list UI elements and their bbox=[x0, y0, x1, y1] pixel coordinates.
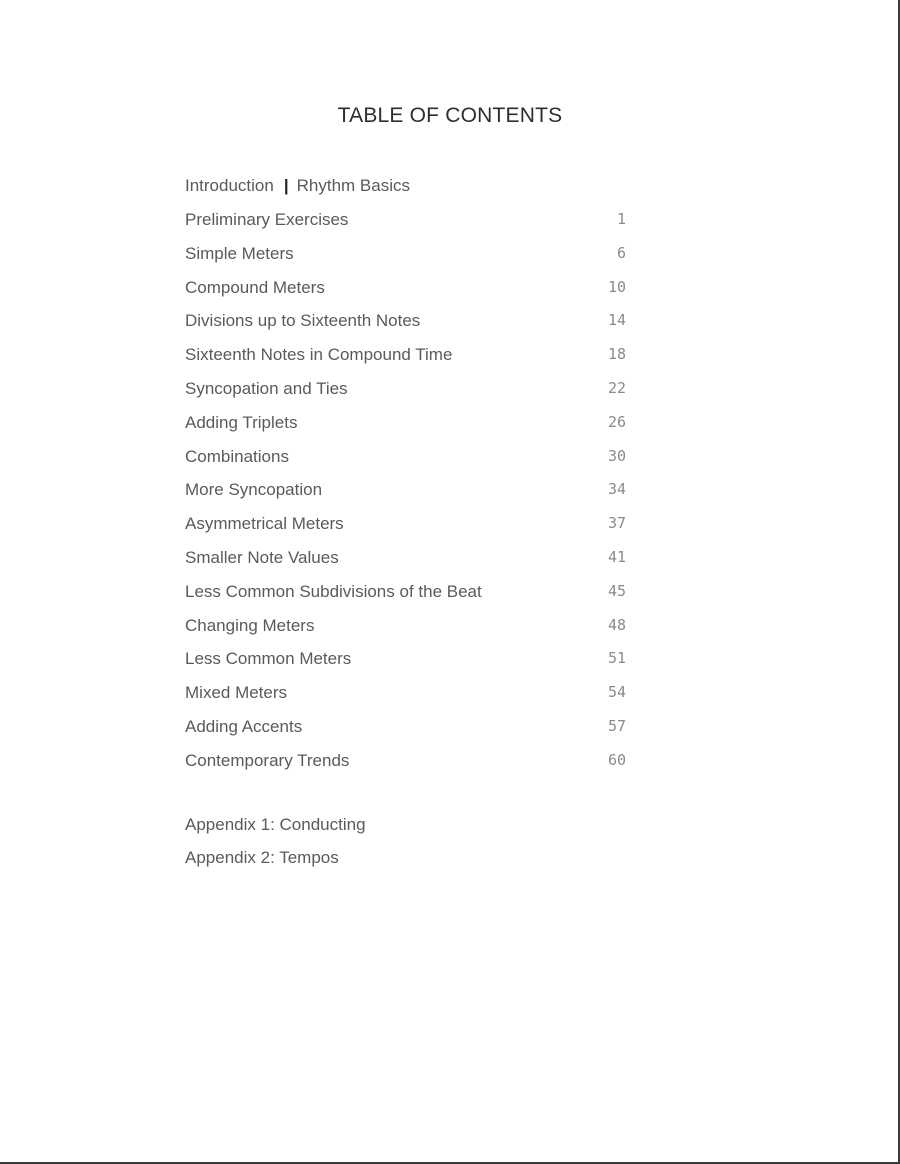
toc-entry[interactable] bbox=[185, 304, 630, 338]
toc-entry[interactable] bbox=[185, 237, 630, 271]
intro-line bbox=[185, 176, 410, 196]
toc-entry-page: 57 bbox=[607, 716, 626, 735]
intro-label: Introduction bbox=[185, 176, 274, 195]
toc-entry[interactable] bbox=[185, 406, 630, 440]
toc-entry-page: 54 bbox=[607, 683, 626, 702]
toc-entry-page: 34 bbox=[607, 480, 626, 499]
toc-entry-page: 14 bbox=[607, 311, 626, 330]
toc-entry-page: 26 bbox=[607, 412, 626, 431]
toc-entry[interactable] bbox=[185, 676, 630, 710]
toc-entry-title: More Syncopation bbox=[185, 480, 323, 500]
toc-entry[interactable] bbox=[185, 473, 630, 507]
toc-entry[interactable] bbox=[185, 203, 630, 237]
toc-entry-page: 51 bbox=[607, 649, 626, 668]
toc-entry-title: Combinations bbox=[185, 446, 289, 466]
toc-entry-title: Adding Accents bbox=[185, 716, 303, 736]
toc-entry-page: 6 bbox=[616, 243, 626, 262]
toc-entry-title: Adding Triplets bbox=[185, 412, 298, 432]
intro-separator: | bbox=[283, 176, 289, 195]
appendix-item[interactable]: Appendix 1: Conducting bbox=[185, 815, 366, 834]
toc-entry-title: Compound Meters bbox=[185, 277, 325, 297]
intro-subtitle: Rhythm Basics bbox=[296, 176, 410, 195]
toc-list bbox=[185, 203, 630, 778]
toc-entry-title: Simple Meters bbox=[185, 243, 294, 263]
toc-entry-title: Divisions up to Sixteenth Notes bbox=[185, 311, 421, 331]
toc-entry-page: 10 bbox=[607, 277, 626, 296]
toc-entry[interactable] bbox=[185, 642, 630, 676]
toc-entry-page: 60 bbox=[607, 750, 626, 769]
toc-entry[interactable] bbox=[185, 338, 630, 372]
toc-entry-title: Preliminary Exercises bbox=[185, 210, 349, 229]
toc-entry-title: Syncopation and Ties bbox=[185, 378, 348, 398]
appendix-item[interactable]: Appendix 2: Tempos bbox=[185, 848, 339, 867]
toc-entry-page: 18 bbox=[607, 345, 626, 364]
toc-entry-title: Asymmetrical Meters bbox=[185, 514, 344, 534]
toc-entry[interactable] bbox=[185, 507, 630, 541]
toc-entry[interactable] bbox=[185, 271, 630, 305]
toc-entry[interactable] bbox=[185, 372, 630, 406]
appendix-list bbox=[185, 812, 366, 878]
toc-entry-page: 22 bbox=[607, 378, 626, 397]
toc-entry-page: 48 bbox=[607, 615, 626, 634]
toc-entry[interactable] bbox=[185, 575, 630, 609]
toc-entry-page: 45 bbox=[607, 581, 626, 600]
toc-entry-title: Less Common Meters bbox=[185, 649, 352, 669]
toc-entry-page: 41 bbox=[607, 547, 626, 566]
toc-entry-title: Changing Meters bbox=[185, 615, 315, 635]
toc-entry[interactable] bbox=[185, 710, 630, 744]
page-title: TABLE OF CONTENTS bbox=[337, 104, 563, 127]
toc-entry-title: Contemporary Trends bbox=[185, 750, 350, 770]
toc-entry-title: Mixed Meters bbox=[185, 683, 288, 703]
toc-entry-page: 1 bbox=[616, 210, 626, 228]
toc-entry-title: Less Common Subdivisions of the Beat bbox=[185, 581, 482, 601]
toc-entry-title: Smaller Note Values bbox=[185, 547, 339, 567]
toc-entry[interactable] bbox=[185, 744, 630, 778]
toc-entry[interactable] bbox=[185, 541, 630, 575]
toc-entry[interactable] bbox=[185, 440, 630, 474]
toc-entry-page: 37 bbox=[607, 514, 626, 533]
toc-entry-title: Sixteenth Notes in Compound Time bbox=[185, 345, 453, 365]
toc-entry[interactable] bbox=[185, 609, 630, 643]
toc-entry-page: 30 bbox=[607, 446, 626, 465]
